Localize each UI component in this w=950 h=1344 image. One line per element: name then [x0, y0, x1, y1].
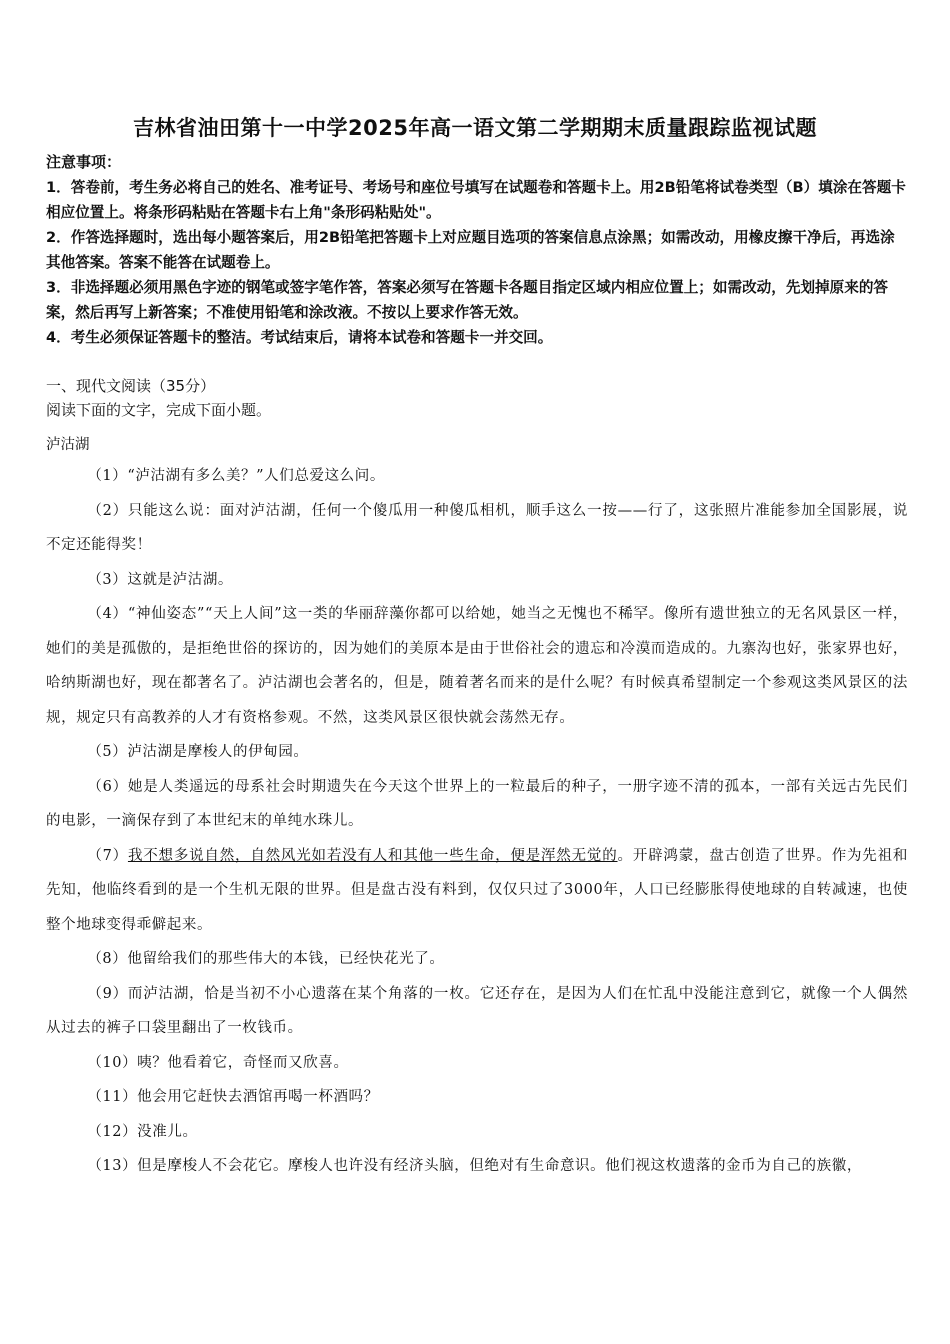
- paragraph-11: （11）他会用它赶快去酒馆再喝一杯酒吗？: [87, 1089, 379, 1105]
- notice-heading: 注意事项：: [46, 153, 122, 171]
- paragraph-4: （4）“神仙姿态”“天上人间”这一类的华丽辞藻你都可以给她，她当之无愧也不稀罕。像所有遗世独立的无名风景区一样，她们的美是孤傲的，是拒绝世俗的探访的，因为她们的美原本是由于世俗社会的遗忘和冷漠而造成的。九寨沟也好，张家界也好，哈纳斯湖也好，现在都著名了。泸沽湖也会著名的，但是，随着著名而来的是什么呢？有时候真希望制定一个参观这类风景区的法规，规定只有高教养的人才有资格参观。不然，这类风景区很快就会荡然无存。: [46, 606, 908, 726]
- section-heading: 一、现代文阅读（35分）: [46, 377, 216, 395]
- paragraph-8: （8）他留给我们的那些伟大的本钱，已经快花光了。: [87, 951, 445, 967]
- article-body: [46, 459, 908, 1184]
- paragraph-9: （9）而泸沽湖，恰是当初不小心遗落在某个角落的一枚。它还存在，是因为人们在忙乱中没能注意到它，就像一个人偶然从过去的裤子口袋里翻出了一枚钱币。: [46, 985, 908, 1036]
- paragraph-10: （10）咦？他看着它，奇怪而又欣喜。: [87, 1054, 349, 1071]
- paragraph-13: （13）但是摩梭人不会花它。摩梭人也许没有经济头脑，但绝对有生命意识。他们视这枚遗落的金币为自己的族徽，: [87, 1158, 862, 1174]
- paragraph-7: [46, 839, 908, 943]
- notice-item: 1．答卷前，考生务必将自己的姓名、准考证号、考场号和座位号填写在试题卷和答题卡上。用2B铅笔将试卷类型（B）填涂在答题卡相应位置上。将条形码粘贴在答题卡右上角"条形码粘贴处"。: [46, 179, 906, 221]
- paragraph-1: （1）“泸沽湖有多么美？”人们总爱这么问。: [87, 468, 385, 484]
- paragraph-7-rest: 。开辟鸿蒙，盘古创造了世界。作为先祖和先知，他临终看到的是一个生机无限的世界。但是盘古没有料到，仅仅只过了3000年，人口已经膨胀得使地球的自转减速，也使整个地球变得乖僻起来。: [46, 847, 908, 933]
- paragraph-6: （6）她是人类遥远的母系社会时期遗失在今天这个世界上的一粒最后的种子，一册字迹不清的孤本，一部有关远古先民们的电影，一滴保存到了本世纪末的单纯水珠儿。: [46, 778, 908, 829]
- paragraph-12: （12）没准儿。: [87, 1123, 198, 1140]
- notice-item: 4．考生必须保证答题卡的整洁。考试结束后，请将本试卷和答题卡一并交回。: [46, 329, 553, 346]
- notice-item: 2．作答选择题时，选出每小题答案后，用2B铅笔把答题卡上对应题目选项的答案信息点涂黑；如需改动，用橡皮擦干净后，再选涂其他答案。答案不能答在试题卷上。: [46, 229, 895, 271]
- paragraph-7-number: （7）: [87, 847, 128, 864]
- paragraph-5: （5）泸沽湖是摩梭人的伊甸园。: [87, 744, 309, 760]
- exam-title: 吉林省油田第十一中学2025年高一语文第二学期期末质量跟踪监视试题: [133, 116, 817, 140]
- notice-item: 3．非选择题必须用黑色字迹的钢笔或签字笔作答，答案必须写在答题卡各题目指定区域内相应位置上；如需改动，先划掉原来的答案，然后再写上新答案；不准使用铅笔和涂改液。不按以上要求作答无效。: [46, 279, 889, 321]
- article-title: 泸沽湖: [46, 437, 90, 453]
- underlined-sentence: 我不想多说自然，自然风光如若没有人和其他一些生命，便是浑然无觉的: [127, 847, 618, 864]
- paragraph-3: （3）这就是泸沽湖。: [87, 571, 234, 588]
- notice-list: [46, 175, 906, 350]
- reading-instruction: 阅读下面的文字，完成下面小题。: [46, 401, 272, 419]
- paragraph-2: （2）只能这么说：面对泸沽湖，任何一个傻瓜用一种傻瓜相机，顺手这么一按——行了，这张照片准能参加全国影展，说不定还能得奖！: [46, 502, 908, 553]
